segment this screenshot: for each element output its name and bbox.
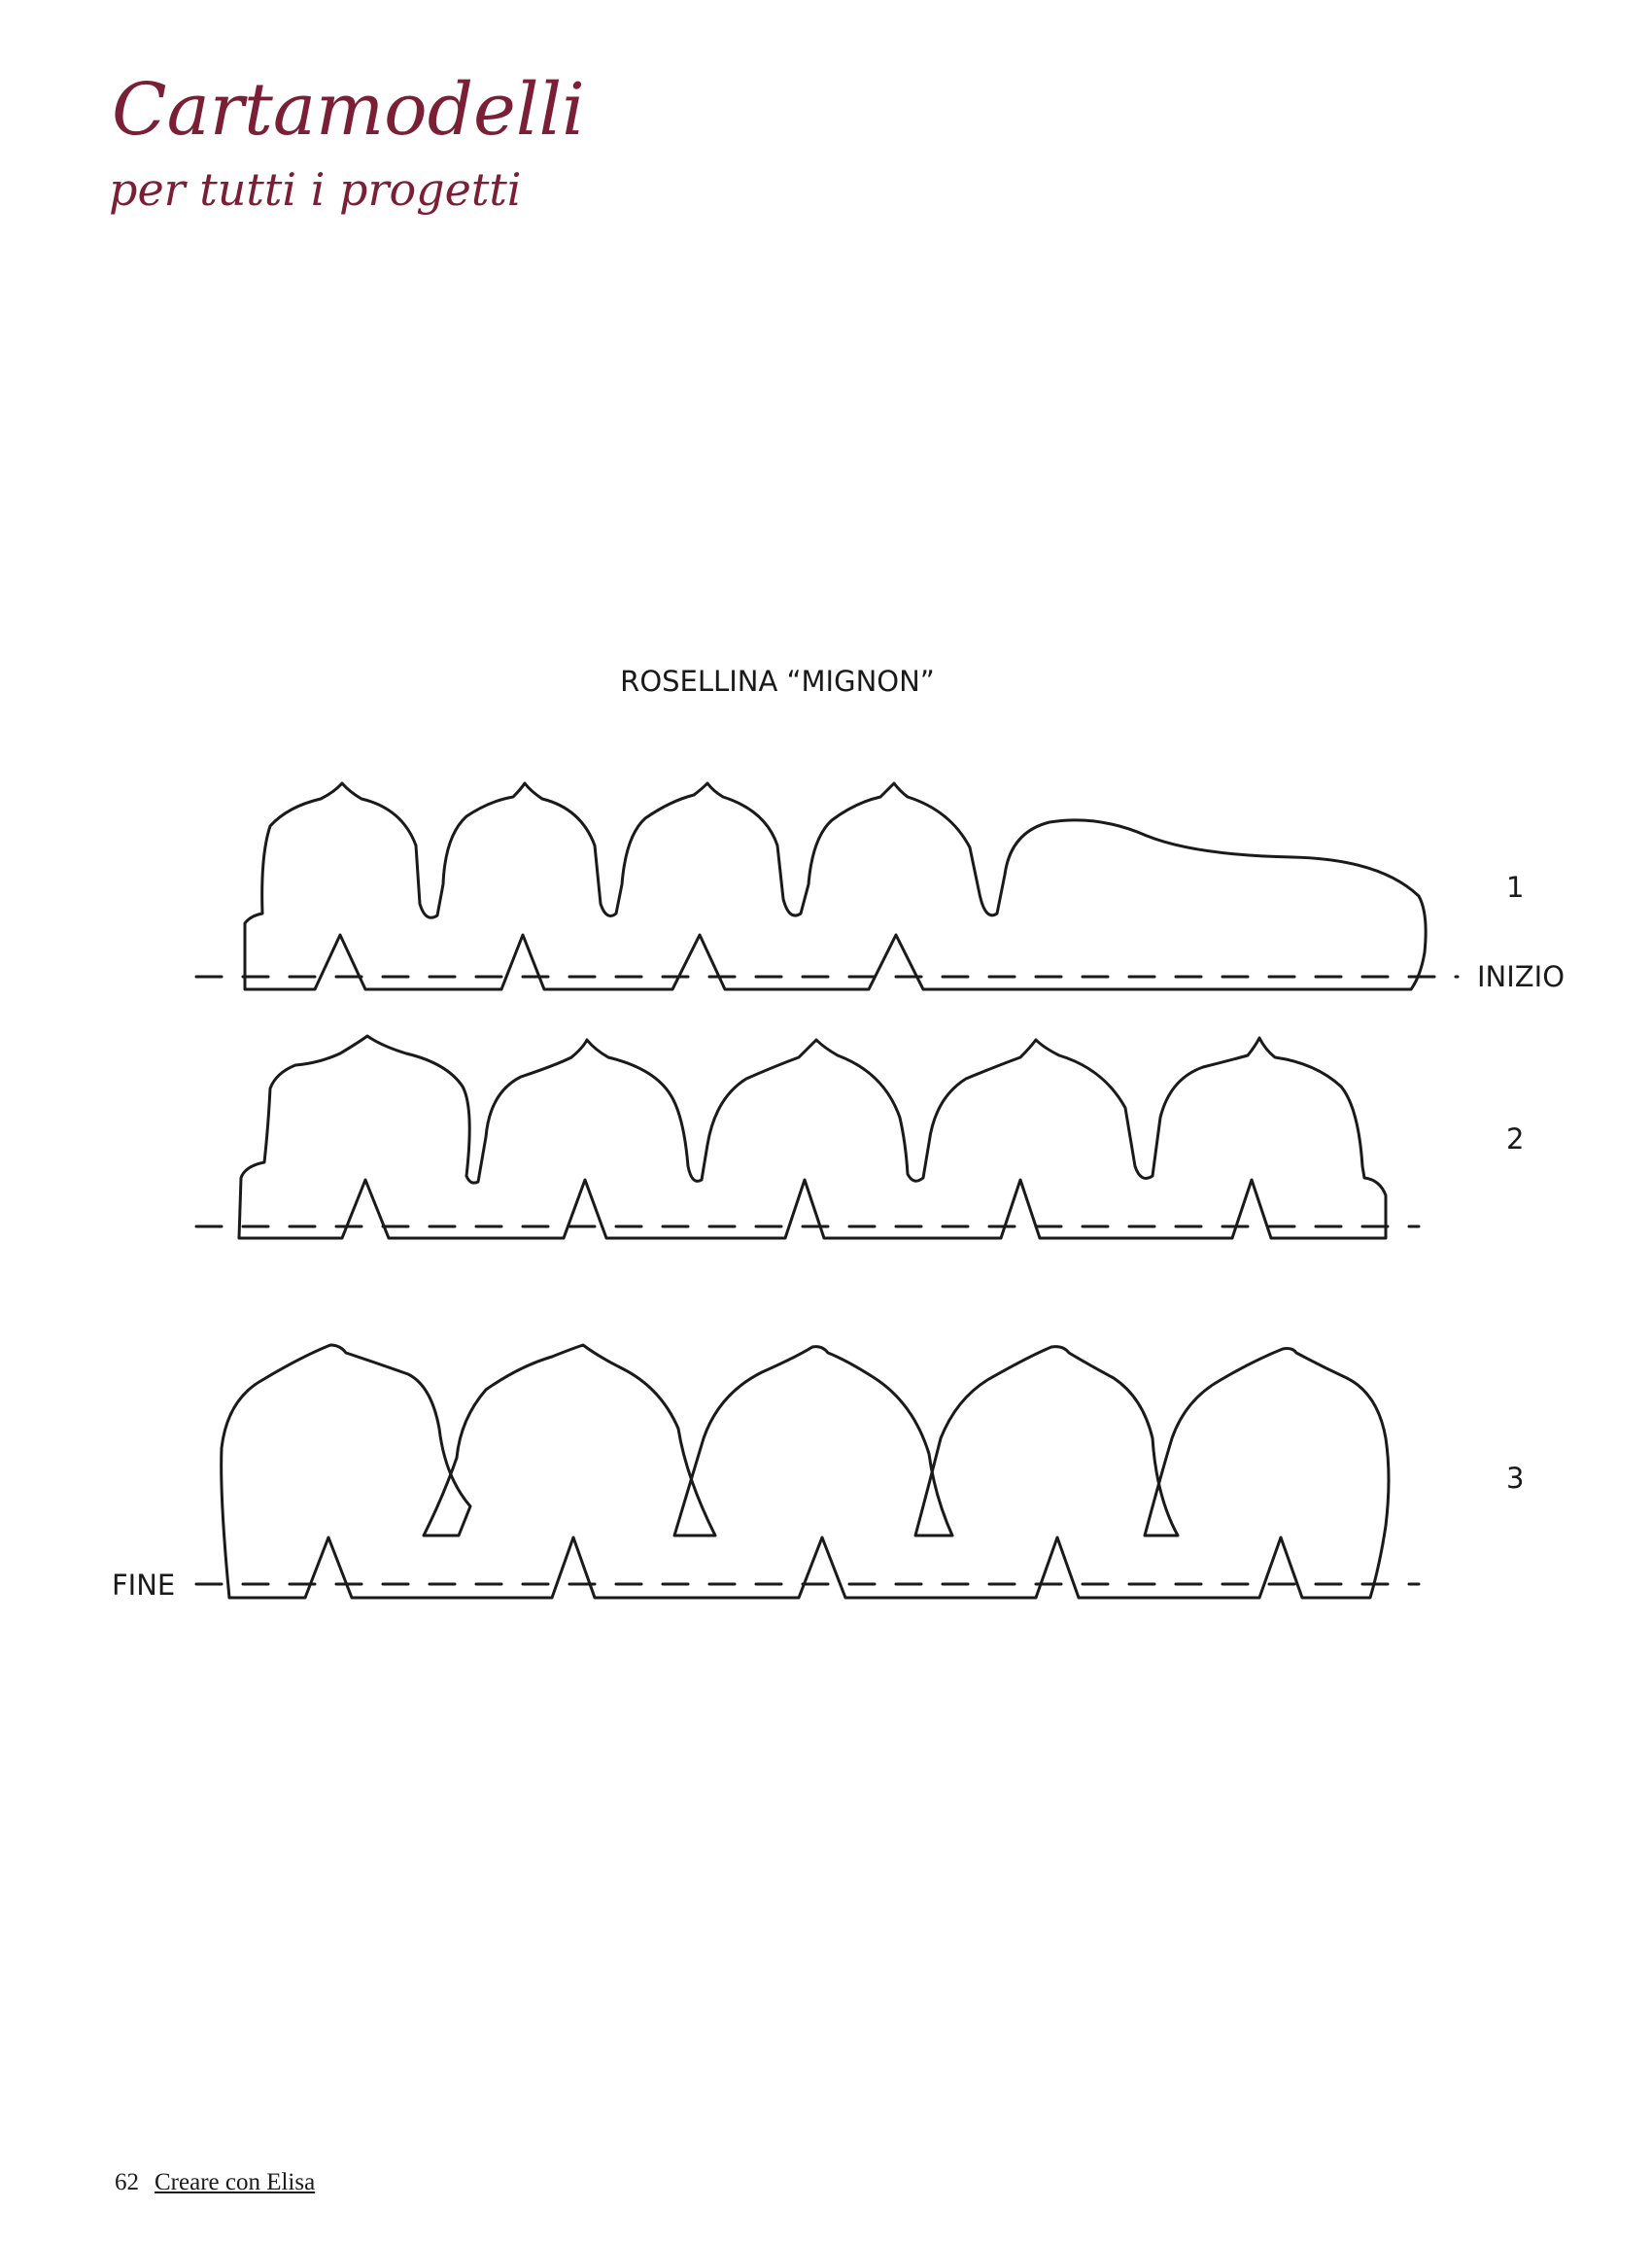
strip-1-number: 1: [1506, 871, 1525, 904]
pattern-title: ROSELLINA “MIGNON”: [620, 665, 935, 698]
page-header-title: Cartamodelli: [112, 68, 585, 152]
page-number: 62: [115, 2169, 139, 2195]
page-footer: [115, 2169, 315, 2196]
strip-2-number: 2: [1506, 1122, 1525, 1156]
strip-2-outline: [239, 1036, 1386, 1238]
book-title: Creare con Elisa: [155, 2169, 316, 2195]
end-label: FINE: [112, 1569, 176, 1602]
start-label: INIZIO: [1477, 960, 1566, 993]
strip-3-outline: [222, 1345, 1389, 1598]
strip-3-number: 3: [1506, 1462, 1525, 1495]
page-header-subtitle: per tutti i progetti: [109, 163, 522, 216]
strip-1-outline: [245, 783, 1426, 989]
